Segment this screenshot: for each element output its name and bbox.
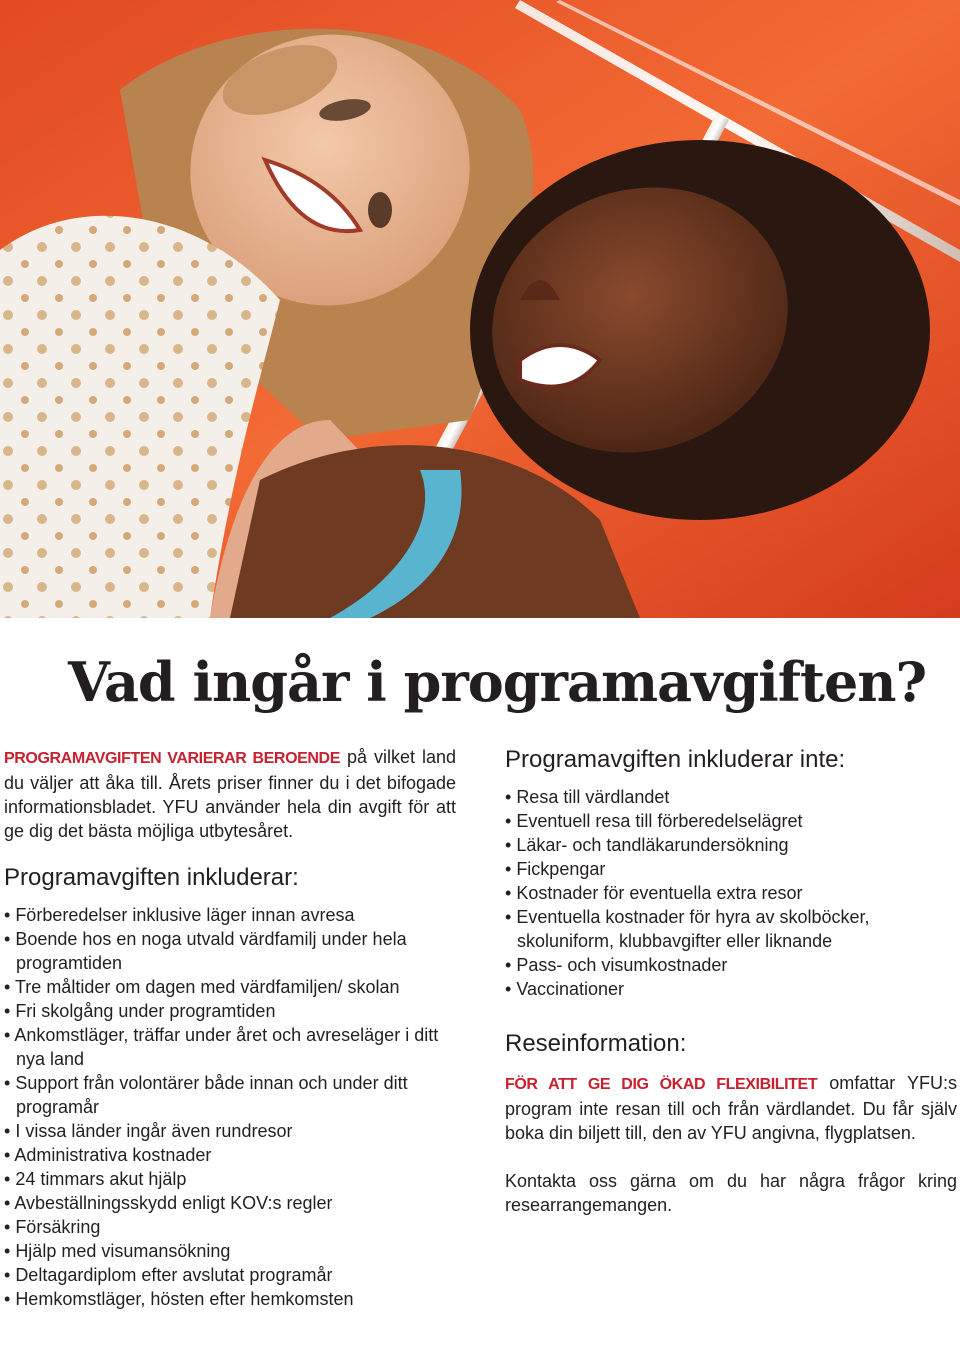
list-item: • Eventuell resa till förberedelselägret	[505, 811, 803, 831]
list-item: • Försäkring	[4, 1217, 101, 1237]
travel-info-text: omfattar YFU:s program inte resan till och från värdlandet. Du får själv boka din biljett till, den av YFU angivna, flygplatsen.	[505, 1073, 957, 1143]
list-item: • Tre måltider om dagen med värdfamiljen/ skolan	[4, 977, 400, 997]
includes-heading: Programavgiften inkluderar:	[4, 864, 299, 891]
list-item: • Pass- och visumkostnader	[505, 955, 728, 975]
list-item: • Resa till värdlandet	[505, 787, 670, 807]
intro-text: på vilket land du väljer att åka till. Årets priser finner du i det bifogade informationsbladet. YFU använder hela din avgift för att ge dig det bästa möjliga utbytesåret.	[4, 747, 456, 841]
left-column	[4, 745, 456, 1311]
includes-list	[4, 903, 456, 1311]
excludes-list	[505, 785, 957, 1001]
list-item: • Deltagardiplom efter avslutat programår	[4, 1265, 333, 1285]
list-item: • Ankomstläger, träffar under året och avreseläger i ditt nya land	[4, 1025, 439, 1069]
list-item: • 24 timmars akut hjälp	[4, 1169, 187, 1189]
page-title: Vad ingår i programavgiften?	[68, 650, 927, 714]
hero-photo	[0, 0, 960, 618]
intro-lead: PROGRAMAVGIFTEN VARIERAR BEROENDE	[4, 750, 340, 767]
intro-paragraph	[4, 745, 456, 843]
list-item: • Avbeställningsskydd enligt KOV:s regler	[4, 1193, 333, 1213]
travel-info-heading: Reseinformation:	[505, 1030, 687, 1057]
list-item: • I vissa länder ingår även rundresor	[4, 1121, 293, 1141]
list-item: • Hjälp med visumansökning	[4, 1241, 231, 1261]
hero-photo-illustration	[0, 0, 960, 618]
list-item: • Administrativa kostnader	[4, 1145, 212, 1165]
list-item: • Support från volontärer både innan och under ditt programår	[4, 1073, 408, 1117]
right-column	[505, 745, 957, 1217]
list-item: • Vaccinationer	[505, 979, 625, 999]
list-item: • Boende hos en noga utvald värdfamilj under hela programtiden	[4, 929, 407, 973]
travel-info-paragraph	[505, 1071, 957, 1145]
list-item: • Läkar- och tandläkarundersökning	[505, 835, 789, 855]
list-item: • Eventuella kostnader för hyra av skolböcker, skoluniform, klubbavgifter eller liknande	[505, 907, 870, 951]
list-item: • Kostnader för eventuella extra resor	[505, 883, 803, 903]
excludes-heading: Programavgiften inkluderar inte:	[505, 746, 846, 773]
list-item: • Förberedelser inklusive läger innan avresa	[4, 905, 355, 925]
list-item: • Fickpengar	[505, 859, 606, 879]
list-item: • Fri skolgång under programtiden	[4, 1001, 276, 1021]
list-item: • Hemkomstläger, hösten efter hemkomsten	[4, 1289, 354, 1309]
travel-info-lead: FÖR ATT GE DIG ÖKAD FLEXIBILITET	[505, 1076, 818, 1093]
contact-paragraph: Kontakta oss gärna om du har några frågor kring researrangemangen.	[505, 1171, 957, 1215]
